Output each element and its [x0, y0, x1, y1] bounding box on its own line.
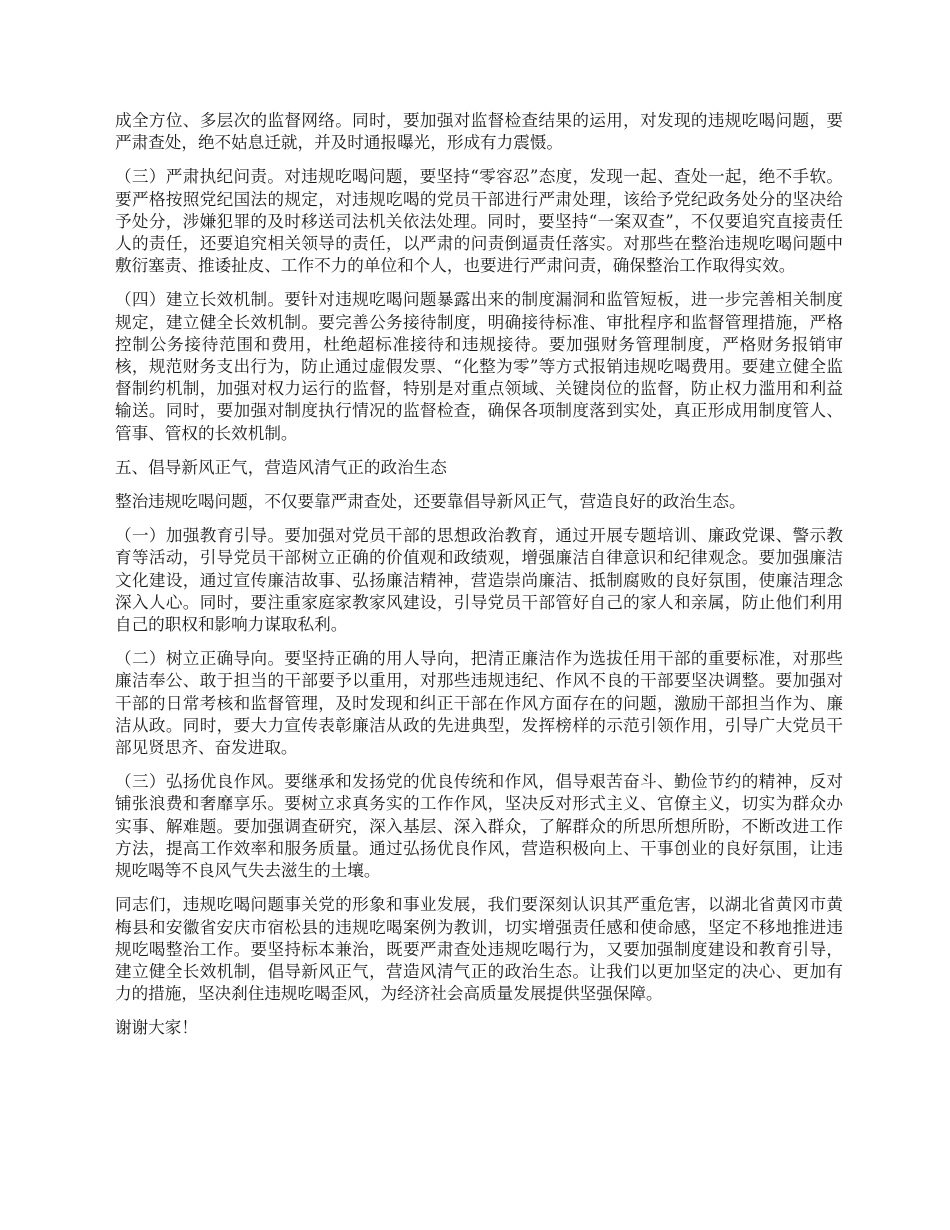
paragraph-strict-accountability: （三）严肃执纪问责。对违规吃喝问题，要坚持“零容忍”态度，发现一起、查处一起，绝不手软。要严格按照党纪国法的规定，对违规吃喝的党员干部进行严肃处理，该给予党纪政务处分的坚决给予处分，涉嫌犯罪的及时移送司法机关依法处理。同时，要坚持“一案双查”，不仅要追究直接责任人的责任，还要追究相关领导的责任，以严肃的问责倒逼责任落实。对那些在整治违规吃喝问题中敷衍塞责、推诿扯皮、工作不力的单位和个人，也要进行严肃问责，确保整治工作取得实效。: [115, 167, 843, 276]
document-body: [115, 110, 843, 1052]
paragraph-thanks: 谢谢大家！: [115, 1018, 198, 1038]
paragraph-section-intro: 整治违规吃喝问题，不仅要靠严肃查处，还要靠倡导新风正气，营造良好的政治生态。: [115, 492, 746, 512]
paragraph-fine-style: （三）弘扬优良作风。要继承和发扬党的优良传统和作风，倡导艰苦奋斗、勤俭节约的精神，反对铺张浪费和奢靡享乐。要树立求真务实的工作作风，坚决反对形式主义、官僚主义，切实为群众办实事、解难题。要加强调查研究，深入基层、深入群众，了解群众的所思所想所盼，不断改进工作方法，提高工作效率和服务质量。通过弘扬优良作风，营造积极向上、干事创业的良好氛围，让违规吃喝等不良风气失去滋生的土壤。: [115, 772, 843, 881]
section-heading-new-atmosphere: 五、倡导新风正气，营造风清气正的政治生态: [115, 457, 447, 477]
paragraph-conclusion: 同志们，违规吃喝问题事关党的形象和事业发展，我们要深刻认识其严重危害，以湖北省黄冈市黄梅县和安徽省安庆市宿松县的违规吃喝案例为教训，切实增强责任感和使命感，坚定不移地推进违规吃喝整治工作。要坚持标本兼治，既要严肃查处违规吃喝行为，又要加强制度建设和教育引导，建立健全长效机制，倡导新风正气，营造风清气正的政治生态。让我们以更加坚定的决心、更加有力的措施，坚决刹住违规吃喝歪风，为经济社会高质量发展提供坚强保障。: [115, 895, 843, 1004]
paragraph-supervision-network: 成全方位、多层次的监督网络。同时，要加强对监督检查结果的运用，对发现的违规吃喝问题，要严肃查处，绝不姑息迁就，并及时通报曝光，形成有力震慑。: [115, 111, 843, 153]
paragraph-correct-orientation: （二）树立正确导向。要坚持正确的用人导向，把清正廉洁作为选拔任用干部的重要标准，对那些廉洁奉公、敢于担当的干部要予以重用，对那些违规违纪、作风不良的干部要坚决调整。要加强对干部的日常考核和监督管理，及时发现和纠正干部在作风方面存在的问题，激励干部担当作为、廉洁从政。同时，要大力宣传表彰廉洁从政的先进典型，发挥榜样的示范引领作用，引导广大党员干部见贤思齐、奋发进取。: [115, 649, 843, 758]
paragraph-education-guidance: （一）加强教育引导。要加强对党员干部的思想政治教育，通过开展专题培训、廉政党课、警示教育等活动，引导党员干部树立正确的价值观和政绩观，增强廉洁自律意识和纪律观念。要加强廉洁文化建设，通过宣传廉洁故事、弘扬廉洁精神，营造崇尚廉洁、抵制腐败的良好氛围，使廉洁理念深入人心。同时，要注重家庭家教家风建设，引导党员干部管好自己的家人和亲属，防止他们利用自己的职权和影响力谋取私利。: [115, 526, 843, 635]
paragraph-long-term-mechanism: （四）建立长效机制。要针对违规吃喝问题暴露出来的制度漏洞和监管短板，进一步完善相关制度规定，建立健全长效机制。要完善公务接待制度，明确接待标准、审批程序和监督管理措施，严格控制公务接待范围和费用，杜绝超标准接待和违规接待。要加强财务管理制度，严格财务报销审核，规范财务支出行为，防止通过虚假发票、“化整为零”等方式报销违规吃喝费用。要建立健全监督制约机制，加强对权力运行的监督，特别是对重点领域、关键岗位的监督，防止权力滥用和利益输送。同时，要加强对制度执行情况的监督检查，确保各项制度落到实处，真正形成用制度管人、管事、管权的长效机制。: [115, 290, 843, 443]
